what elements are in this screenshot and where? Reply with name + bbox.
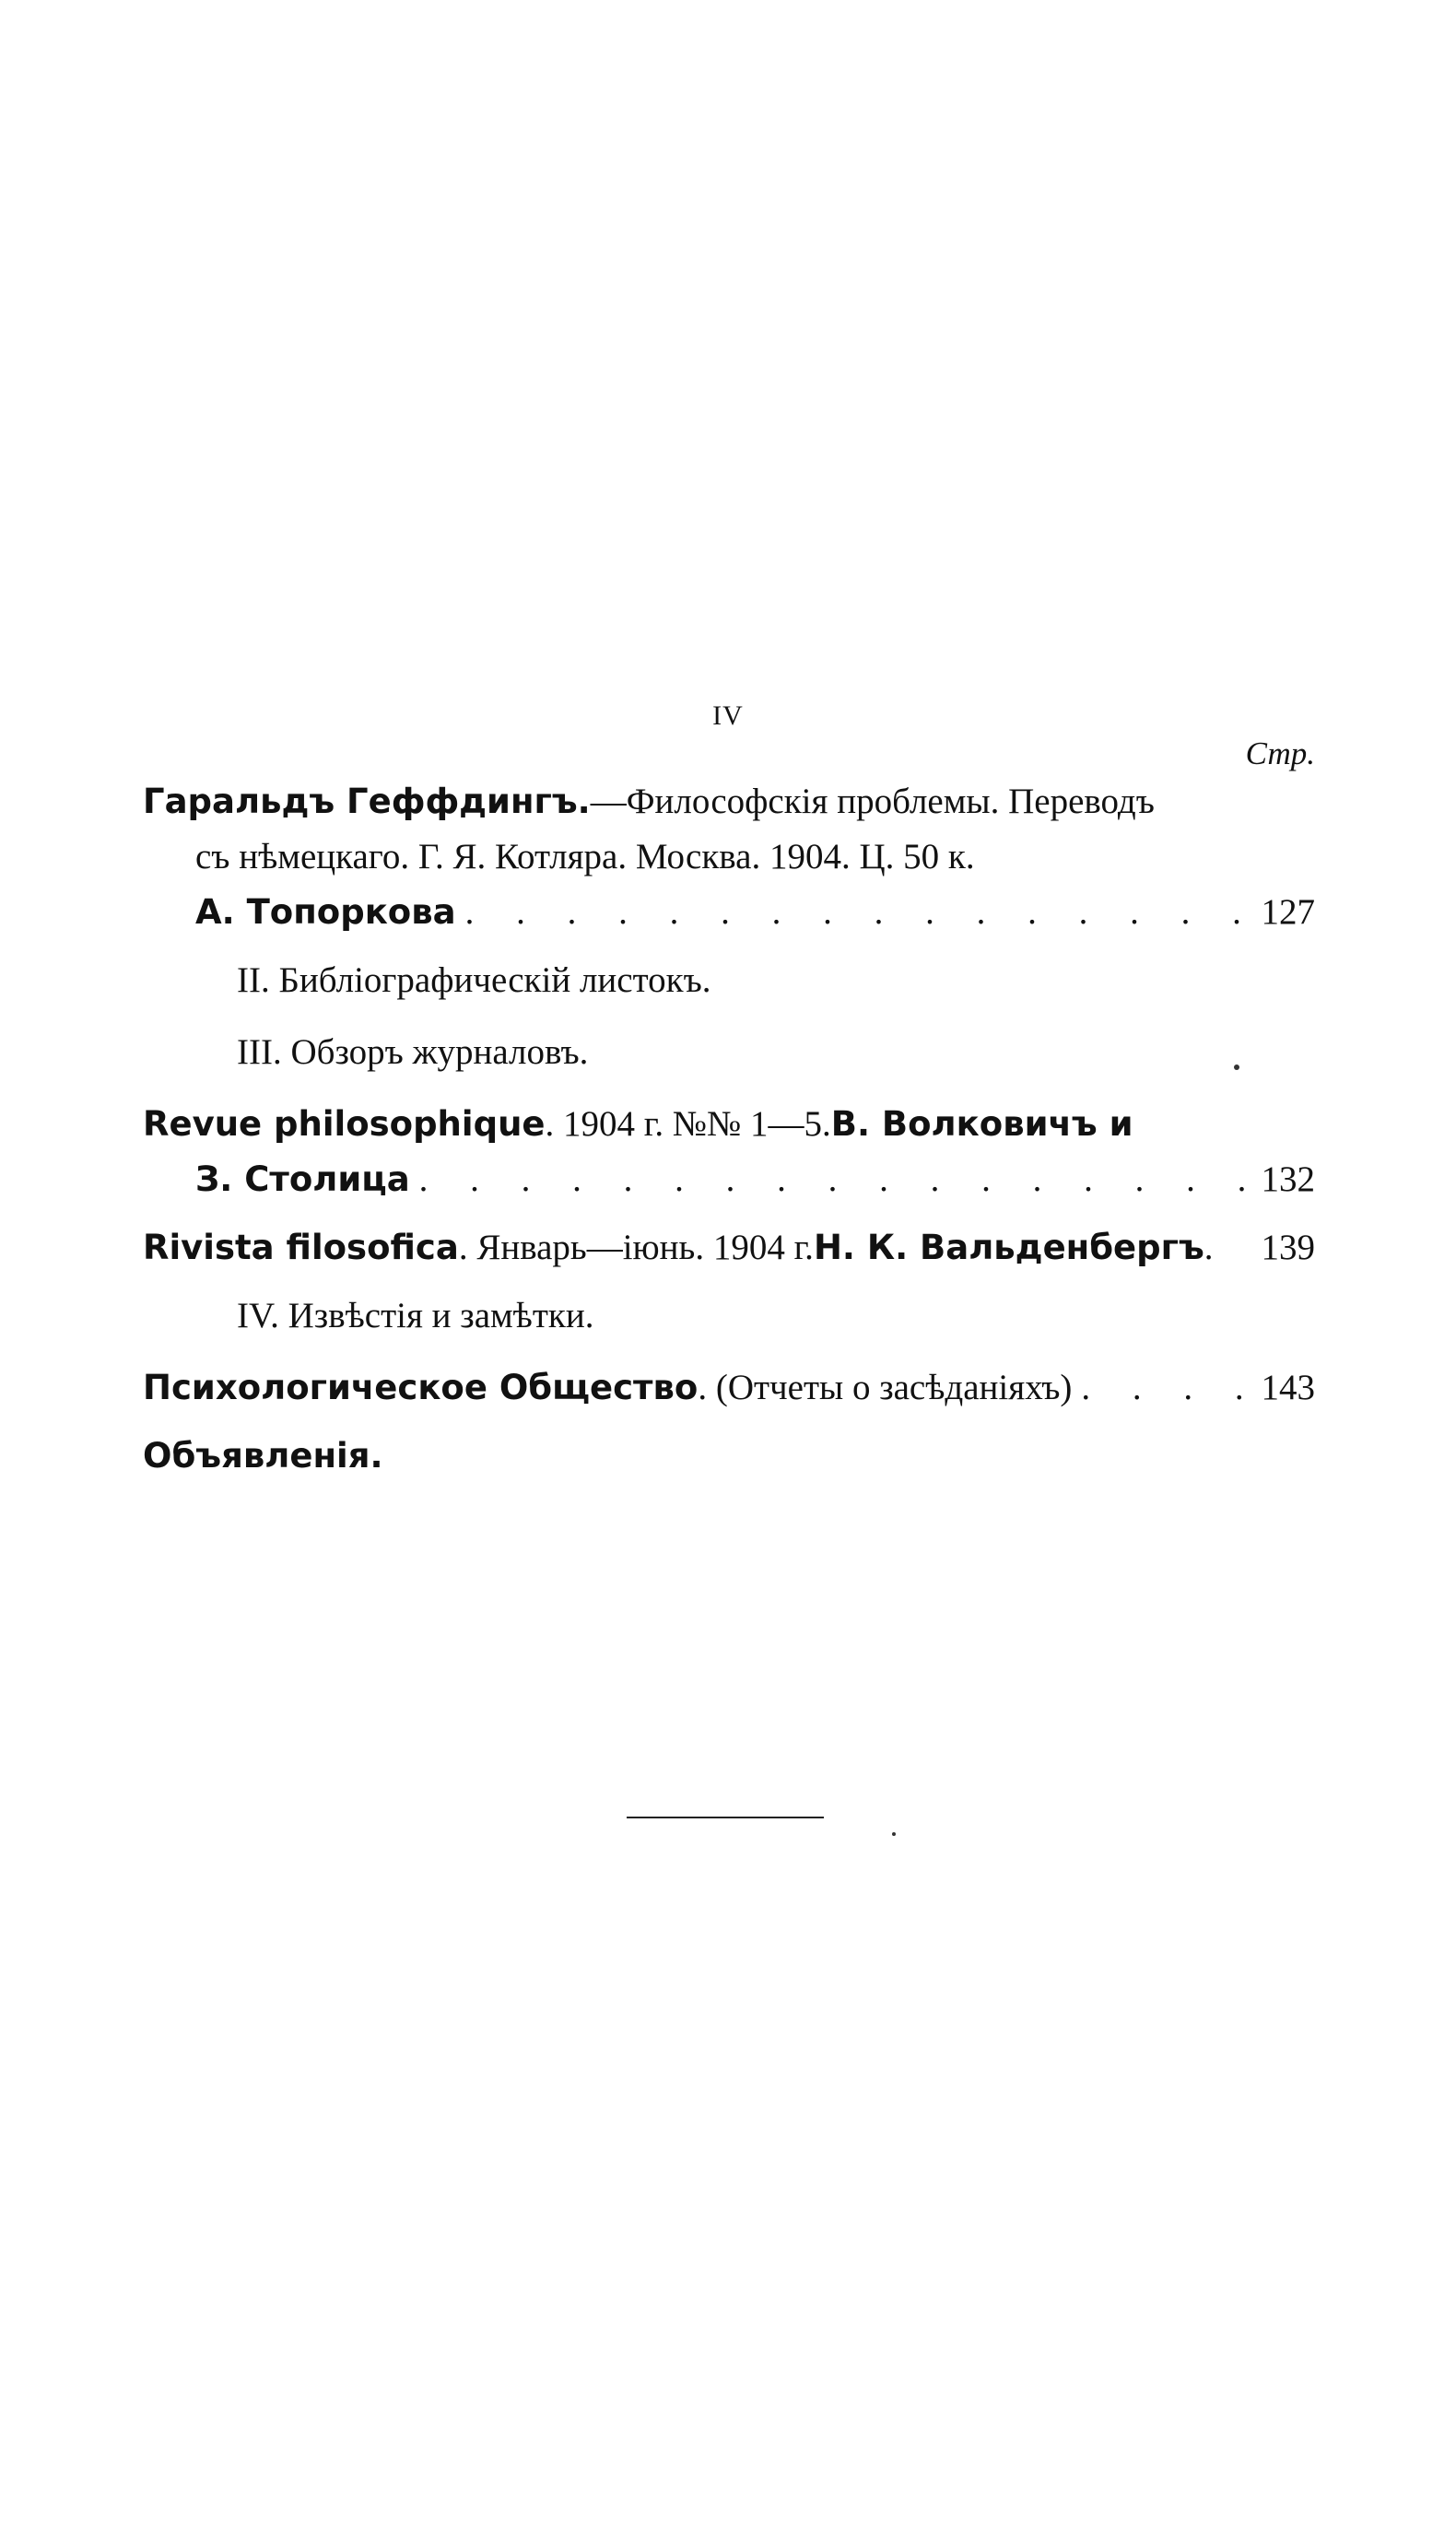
page-reference: 143 xyxy=(1261,1368,1315,1407)
page-reference: 139 xyxy=(1261,1228,1315,1267)
entry-publication: съ нѣмецкаго. Г. Я. Котляра. Москва. 1904. Ц. 50 к. xyxy=(195,837,975,876)
toc-entry-revue-philosophique xyxy=(143,1097,1315,1207)
table-of-contents xyxy=(143,774,1315,1484)
journal-details: . 1904 г. №№ 1—5. xyxy=(545,1104,831,1144)
journal-details: . Январь—iюнь. 1904 г. xyxy=(458,1228,814,1267)
entry-title: Психологическое Общество xyxy=(143,1368,699,1407)
print-speck xyxy=(892,1832,896,1836)
journal-title: Rivista filosofica xyxy=(143,1228,459,1267)
toc-entry-psychological-society xyxy=(143,1360,1315,1416)
toc-line xyxy=(143,885,1315,940)
toc-line xyxy=(143,774,1315,829)
page-reference: 127 xyxy=(1261,892,1315,932)
toc-line xyxy=(143,1360,1315,1416)
toc-line xyxy=(143,1429,1315,1484)
section-heading-journals: III. Обзоръ журналовъ. xyxy=(237,1032,589,1072)
entry-reviewer: А. Топоркова xyxy=(195,892,456,932)
entry-author: Гаральдъ Геффдингъ. xyxy=(143,782,591,821)
section-heading-news: IV. Извѣстія и замѣтки. xyxy=(237,1296,594,1335)
toc-line xyxy=(143,1220,1315,1276)
toc-line xyxy=(143,1152,1315,1207)
dot-leader xyxy=(410,1152,1251,1207)
punctuation: . xyxy=(1204,1228,1214,1267)
toc-line xyxy=(143,829,1315,885)
print-speck xyxy=(1234,1065,1239,1070)
toc-line xyxy=(143,1097,1315,1152)
page-reference: 132 xyxy=(1261,1159,1315,1199)
toc-entry-hoeffding xyxy=(143,774,1315,940)
entry-title: Объявленія. xyxy=(143,1436,383,1476)
section-heading-bibliography: II. Библіографическій листокъ. xyxy=(237,960,711,1000)
toc-entry-announcements xyxy=(143,1429,1315,1484)
entry-title: —Философскія проблемы. Переводъ xyxy=(590,782,1155,821)
dot-leader xyxy=(456,885,1251,940)
page-number: IV xyxy=(712,700,744,731)
page-column-header: Стр. xyxy=(1245,735,1315,771)
journal-reviewer: Н. К. Вальденбергъ xyxy=(813,1228,1204,1267)
end-rule xyxy=(627,1817,824,1818)
journal-reviewers: В. Волковичъ и xyxy=(830,1104,1133,1144)
dot-leader xyxy=(1072,1360,1251,1416)
toc-entry-rivista-filosofica xyxy=(143,1220,1315,1276)
entry-details: . (Отчеты о засѣданiяхъ) xyxy=(698,1368,1073,1407)
journal-reviewer: З. Столица xyxy=(195,1159,410,1199)
journal-title: Revue philosophique xyxy=(143,1104,546,1144)
